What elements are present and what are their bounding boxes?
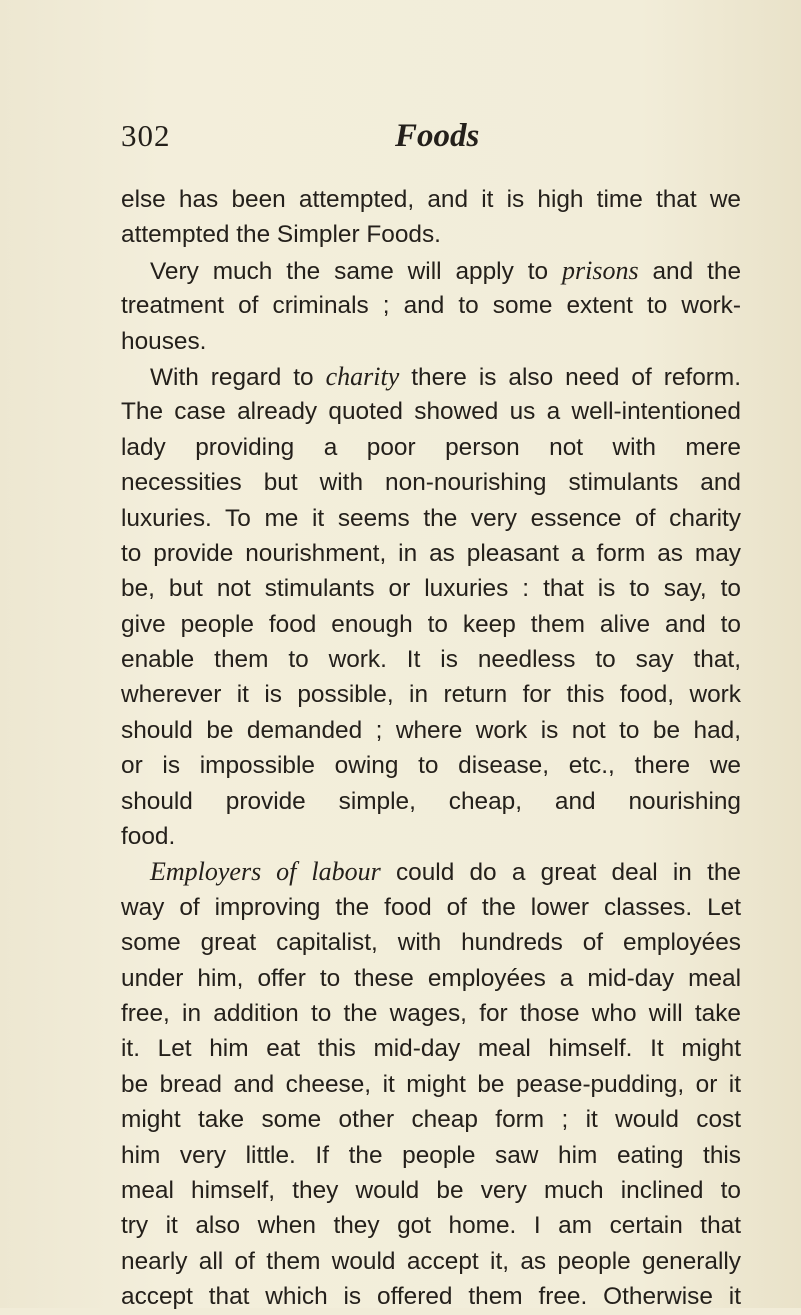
text-segment: With regard to xyxy=(150,363,326,391)
page-header xyxy=(121,118,741,164)
text-line xyxy=(121,253,741,288)
text-line: try it also when they got home. I am certain that xyxy=(121,1212,741,1240)
text-segment: could do a great deal in the xyxy=(380,859,741,887)
text-line: way of improving the food of the lower classes. Let xyxy=(121,893,741,921)
text-line: under him, offer to these employées a mid-day meal xyxy=(121,964,741,992)
text-line: accept that which is offered them free. Otherwise it xyxy=(121,1283,741,1311)
text-line: be, but not stimulants or luxuries : that is to say, to xyxy=(121,575,741,603)
body-text xyxy=(121,182,741,1315)
text-line: houses. xyxy=(121,327,207,355)
italic-phrase: prisons xyxy=(561,255,639,285)
text-line: nearly all of them would accept it, as people generally xyxy=(121,1247,741,1275)
text-line: should be demanded ; where work is not to be had, xyxy=(121,716,741,744)
text-segment: and the xyxy=(638,257,742,285)
text-line: or is impossible owing to disease, etc., there we xyxy=(121,752,741,780)
text-line xyxy=(121,854,741,889)
text-line: meal himself, they would be very much inclined to xyxy=(121,1176,741,1204)
text-line: attempted the Simpler Foods. xyxy=(121,221,441,249)
text-segment: there is also need of reform. xyxy=(399,363,741,391)
text-line: give people food enough to keep them alive and to xyxy=(121,610,741,638)
italic-phrase: Employers of labour xyxy=(150,857,381,887)
text-line: should provide simple, cheap, and nourishing xyxy=(121,787,741,815)
text-line: free, in addition to the wages, for those who will take xyxy=(121,999,741,1027)
italic-phrase: charity xyxy=(325,361,400,391)
text-line: else has been attempted, and it is high time that we xyxy=(121,186,741,213)
text-line: luxuries. To me it seems the very essence of charity xyxy=(121,504,741,532)
text-line: might take some other cheap form ; it would cost xyxy=(121,1106,741,1134)
text-line: some great capitalist, with hundreds of employées xyxy=(121,929,741,957)
text-line: wherever it is possible, in return for this food, work xyxy=(121,681,741,709)
text-line: be bread and cheese, it might be pease-pudding, or it xyxy=(121,1070,741,1098)
text-line: food. xyxy=(121,823,176,851)
text-line: lady providing a poor person not with mere xyxy=(121,433,741,461)
text-line: The case already quoted showed us a well-intentioned xyxy=(121,398,741,426)
page-number: 302 xyxy=(121,118,171,153)
text-line: treatment of criminals ; and to some extent to work- xyxy=(121,292,741,320)
text-line: enable them to work. It is needless to say that, xyxy=(121,646,741,674)
text-line xyxy=(121,359,741,394)
text-line: to provide nourishment, in as pleasant a form as may xyxy=(121,539,741,567)
text-segment: Very much the same will apply to xyxy=(150,257,562,285)
text-line: it. Let him eat this mid-day meal himself. It might xyxy=(121,1035,741,1063)
text-line: necessities but with non-nourishing stimulants and xyxy=(121,469,741,497)
text-line: him very little. If the people saw him eating this xyxy=(121,1141,741,1169)
running-title: Foods xyxy=(395,118,480,154)
